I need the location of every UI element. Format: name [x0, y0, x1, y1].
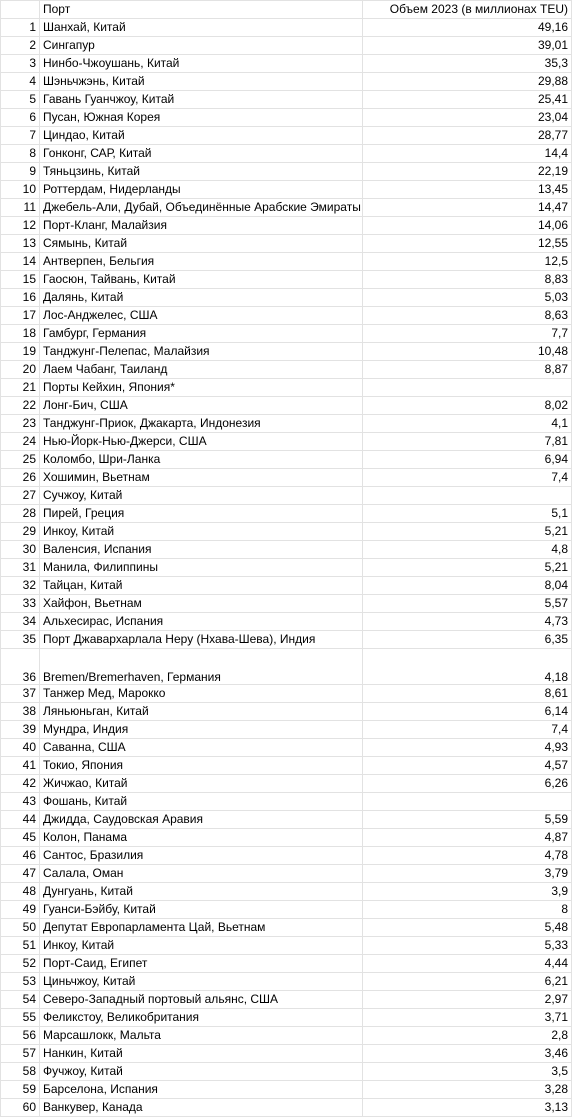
table-row: [1, 487, 572, 505]
row-number-cell[interactable]: 31: [1, 559, 40, 577]
volume-cell[interactable]: 7,81: [363, 433, 572, 451]
table-row: [1, 1099, 572, 1117]
port-name-cell[interactable]: Джебель-Али, Дубай, Объединённые Арабские Эмираты: [40, 199, 363, 217]
volume-cell[interactable]: 4,57: [363, 757, 572, 775]
row-number-cell[interactable]: 38: [1, 703, 40, 721]
volume-cell[interactable]: 28,77: [363, 127, 572, 145]
port-name-cell[interactable]: Тайцан, Китай: [40, 577, 363, 595]
port-name-cell[interactable]: Дунгуань, Китай: [40, 883, 363, 901]
table-row: [1, 19, 572, 37]
port-name-cell[interactable]: Мундра, Индия: [40, 721, 363, 739]
table-row: [1, 1045, 572, 1063]
table-row: [1, 649, 572, 685]
port-name-cell[interactable]: Антверпен, Бельгия: [40, 253, 363, 271]
volume-cell[interactable]: 5,21: [363, 523, 572, 541]
volume-cell[interactable]: 5,48: [363, 919, 572, 937]
row-number-cell[interactable]: 53: [1, 973, 40, 991]
port-name-cell[interactable]: Депутат Европарламента Цай, Вьетнам: [40, 919, 363, 937]
row-number-cell[interactable]: 25: [1, 451, 40, 469]
table-row: [1, 775, 572, 793]
row-number-cell[interactable]: 6: [1, 109, 40, 127]
row-number-cell[interactable]: 40: [1, 739, 40, 757]
volume-cell[interactable]: 4,44: [363, 955, 572, 973]
table-row: [1, 577, 572, 595]
port-name-cell[interactable]: Северо-Западный портовый альянс, США: [40, 991, 363, 1009]
table-row: [1, 379, 572, 397]
port-name-cell[interactable]: Ляньюньган, Китай: [40, 703, 363, 721]
volume-cell[interactable]: 2,97: [363, 991, 572, 1009]
table-row: [1, 505, 572, 523]
port-name-cell[interactable]: Нанкин, Китай: [40, 1045, 363, 1063]
row-number-cell[interactable]: 58: [1, 1063, 40, 1081]
table-row: [1, 1027, 572, 1045]
table-row: [1, 307, 572, 325]
volume-cell[interactable]: 5,21: [363, 559, 572, 577]
volume-cell[interactable]: 22,19: [363, 163, 572, 181]
table-row: [1, 55, 572, 73]
row-number-cell[interactable]: 33: [1, 595, 40, 613]
port-name-cell[interactable]: Bremen/Bremerhaven, Германия: [40, 649, 363, 685]
port-name-cell[interactable]: Салала, Оман: [40, 865, 363, 883]
table-row: [1, 811, 572, 829]
row-number-cell[interactable]: 1: [1, 19, 40, 37]
row-number-cell[interactable]: 7: [1, 127, 40, 145]
port-name-cell[interactable]: Манила, Филиппины: [40, 559, 363, 577]
table-row: [1, 469, 572, 487]
table-row: [1, 253, 572, 271]
volume-cell[interactable]: 8: [363, 901, 572, 919]
row-number-cell[interactable]: 18: [1, 325, 40, 343]
row-number-cell[interactable]: 50: [1, 919, 40, 937]
row-number-cell[interactable]: 36: [1, 649, 40, 685]
port-name-cell[interactable]: Коломбо, Шри-Ланка: [40, 451, 363, 469]
port-name-cell[interactable]: Сингапур: [40, 37, 363, 55]
table-row: [1, 703, 572, 721]
port-name-cell[interactable]: Фошань, Китай: [40, 793, 363, 811]
volume-cell[interactable]: 23,04: [363, 109, 572, 127]
volume-cell[interactable]: 3,46: [363, 1045, 572, 1063]
table-row: [1, 91, 572, 109]
table-row: [1, 865, 572, 883]
port-name-cell[interactable]: Лаем Чабанг, Таиланд: [40, 361, 363, 379]
port-name-cell[interactable]: Нинбо-Чжоушань, Китай: [40, 55, 363, 73]
port-name-cell[interactable]: Циньчжоу, Китай: [40, 973, 363, 991]
row-number-cell[interactable]: 35: [1, 631, 40, 649]
row-number-cell[interactable]: 9: [1, 163, 40, 181]
row-number-cell[interactable]: 55: [1, 1009, 40, 1027]
port-name-cell[interactable]: Фучжоу, Китай: [40, 1063, 363, 1081]
row-number-cell[interactable]: 37: [1, 685, 40, 703]
port-name-cell[interactable]: Колон, Панама: [40, 829, 363, 847]
port-name-cell[interactable]: Роттердам, Нидерланды: [40, 181, 363, 199]
volume-cell[interactable]: 6,26: [363, 775, 572, 793]
volume-cell[interactable]: [363, 793, 572, 811]
port-name-cell[interactable]: Шанхай, Китай: [40, 19, 363, 37]
row-number-cell[interactable]: 11: [1, 199, 40, 217]
table-row: [1, 217, 572, 235]
row-number-cell[interactable]: 57: [1, 1045, 40, 1063]
table-row: [1, 613, 572, 631]
port-name-cell[interactable]: Валенсия, Испания: [40, 541, 363, 559]
row-number-cell[interactable]: 43: [1, 793, 40, 811]
table-row: [1, 289, 572, 307]
volume-cell[interactable]: 13,45: [363, 181, 572, 199]
volume-cell[interactable]: 4,18: [363, 649, 572, 685]
port-name-cell[interactable]: Шэньчжэнь, Китай: [40, 73, 363, 91]
row-number-cell[interactable]: 44: [1, 811, 40, 829]
volume-cell[interactable]: 5,59: [363, 811, 572, 829]
volume-cell[interactable]: 3,5: [363, 1063, 572, 1081]
volume-cell[interactable]: 2,8: [363, 1027, 572, 1045]
row-number-cell[interactable]: 39: [1, 721, 40, 739]
table-row: [1, 163, 572, 181]
volume-cell[interactable]: 5,33: [363, 937, 572, 955]
table-row: [1, 145, 572, 163]
row-number-cell[interactable]: 13: [1, 235, 40, 253]
table-row: [1, 325, 572, 343]
volume-cell[interactable]: 4,73: [363, 613, 572, 631]
port-name-cell[interactable]: Гавань Гуанчжоу, Китай: [40, 91, 363, 109]
table-row: [1, 37, 572, 55]
row-number-cell[interactable]: 3: [1, 55, 40, 73]
table-row: [1, 127, 572, 145]
table-row: [1, 829, 572, 847]
row-number-cell[interactable]: 49: [1, 901, 40, 919]
port-name-cell[interactable]: Гаосюн, Тайвань, Китай: [40, 271, 363, 289]
volume-cell[interactable]: 4,78: [363, 847, 572, 865]
row-number-cell[interactable]: 46: [1, 847, 40, 865]
volume-cell[interactable]: 6,21: [363, 973, 572, 991]
port-name-cell[interactable]: Порт Джавархарлала Неру (Нхава-Шева), Индия: [40, 631, 363, 649]
row-number-cell[interactable]: 45: [1, 829, 40, 847]
volume-cell[interactable]: 4,93: [363, 739, 572, 757]
table-row: [1, 919, 572, 937]
table-row: [1, 793, 572, 811]
row-number-cell[interactable]: 56: [1, 1027, 40, 1045]
port-name-cell[interactable]: Тяньцзинь, Китай: [40, 163, 363, 181]
volume-cell[interactable]: 6,35: [363, 631, 572, 649]
row-number-cell[interactable]: 41: [1, 757, 40, 775]
header-volume-cell[interactable]: Объем 2023 (в миллионах TEU): [363, 1, 572, 19]
port-name-cell[interactable]: Ванкувер, Канада: [40, 1099, 363, 1117]
table-row: [1, 685, 572, 703]
volume-cell[interactable]: 3,28: [363, 1081, 572, 1099]
volume-cell[interactable]: [363, 487, 572, 505]
port-name-cell[interactable]: Далянь, Китай: [40, 289, 363, 307]
table-row: [1, 631, 572, 649]
port-name-cell[interactable]: Нью-Йорк-Нью-Джерси, США: [40, 433, 363, 451]
row-number-cell[interactable]: 51: [1, 937, 40, 955]
volume-cell[interactable]: 14,4: [363, 145, 572, 163]
volume-cell[interactable]: 4,87: [363, 829, 572, 847]
row-number-cell[interactable]: 5: [1, 91, 40, 109]
volume-cell[interactable]: 5,57: [363, 595, 572, 613]
port-name-cell[interactable]: Гонконг, САР, Китай: [40, 145, 363, 163]
volume-cell[interactable]: 6,94: [363, 451, 572, 469]
table-row: [1, 955, 572, 973]
volume-cell[interactable]: 14,47: [363, 199, 572, 217]
row-number-cell[interactable]: 2: [1, 37, 40, 55]
volume-cell[interactable]: 8,83: [363, 271, 572, 289]
port-name-cell[interactable]: Пирей, Греция: [40, 505, 363, 523]
table-row: [1, 541, 572, 559]
row-number-cell[interactable]: 34: [1, 613, 40, 631]
port-name-cell[interactable]: Токио, Япония: [40, 757, 363, 775]
volume-cell[interactable]: 3,79: [363, 865, 572, 883]
volume-cell[interactable]: 4,8: [363, 541, 572, 559]
row-number-cell[interactable]: 12: [1, 217, 40, 235]
volume-cell[interactable]: 7,7: [363, 325, 572, 343]
port-name-cell[interactable]: Танжер Мед, Марокко: [40, 685, 363, 703]
table-body: [1, 19, 572, 1117]
row-number-cell[interactable]: 54: [1, 991, 40, 1009]
row-number-cell[interactable]: 16: [1, 289, 40, 307]
volume-cell[interactable]: 8,63: [363, 307, 572, 325]
header-row: [1, 1, 572, 19]
volume-cell[interactable]: 12,55: [363, 235, 572, 253]
table-row: [1, 73, 572, 91]
port-name-cell[interactable]: Танджунг-Пелепас, Малайзия: [40, 343, 363, 361]
port-name-cell[interactable]: Феликстоу, Великобритания: [40, 1009, 363, 1027]
port-name-cell[interactable]: Барселона, Испания: [40, 1081, 363, 1099]
row-number-cell[interactable]: 47: [1, 865, 40, 883]
table-row: [1, 991, 572, 1009]
table-row: [1, 1009, 572, 1027]
row-number-cell[interactable]: 8: [1, 145, 40, 163]
row-number-cell[interactable]: 28: [1, 505, 40, 523]
row-number-cell[interactable]: 29: [1, 523, 40, 541]
port-name-cell[interactable]: Циндао, Китай: [40, 127, 363, 145]
table-row: [1, 235, 572, 253]
row-number-cell[interactable]: 42: [1, 775, 40, 793]
table-row: [1, 361, 572, 379]
row-number-cell[interactable]: 48: [1, 883, 40, 901]
volume-cell[interactable]: 5,1: [363, 505, 572, 523]
port-name-cell[interactable]: Хайфон, Вьетнам: [40, 595, 363, 613]
table-row: [1, 451, 572, 469]
volume-cell[interactable]: 7,4: [363, 721, 572, 739]
volume-cell[interactable]: 8,61: [363, 685, 572, 703]
volume-cell[interactable]: 3,71: [363, 1009, 572, 1027]
volume-cell[interactable]: 39,01: [363, 37, 572, 55]
port-name-cell[interactable]: Порт-Саид, Египет: [40, 955, 363, 973]
table-row: [1, 433, 572, 451]
port-name-cell[interactable]: Сямынь, Китай: [40, 235, 363, 253]
table-row: [1, 721, 572, 739]
row-number-cell[interactable]: 4: [1, 73, 40, 91]
port-name-cell[interactable]: Танджунг-Приок, Джакарта, Индонезия: [40, 415, 363, 433]
row-number-cell[interactable]: 59: [1, 1081, 40, 1099]
row-number-cell[interactable]: 30: [1, 541, 40, 559]
volume-cell[interactable]: [363, 379, 572, 397]
row-number-cell[interactable]: 27: [1, 487, 40, 505]
table-row: [1, 1081, 572, 1099]
row-number-cell[interactable]: 32: [1, 577, 40, 595]
volume-cell[interactable]: 25,41: [363, 91, 572, 109]
table-row: [1, 901, 572, 919]
table-row: [1, 271, 572, 289]
port-name-cell[interactable]: Хошимин, Вьетнам: [40, 469, 363, 487]
table-row: [1, 199, 572, 217]
row-number-cell[interactable]: 60: [1, 1099, 40, 1117]
port-name-cell[interactable]: Джидда, Саудовская Аравия: [40, 811, 363, 829]
port-name-cell[interactable]: Инкоу, Китай: [40, 937, 363, 955]
row-number-cell[interactable]: 15: [1, 271, 40, 289]
table-row: [1, 847, 572, 865]
row-number-cell[interactable]: 26: [1, 469, 40, 487]
volume-cell[interactable]: 7,4: [363, 469, 572, 487]
table-row: [1, 559, 572, 577]
row-number-cell[interactable]: 19: [1, 343, 40, 361]
table-row: [1, 415, 572, 433]
port-name-cell[interactable]: Лонг-Бич, США: [40, 397, 363, 415]
volume-cell[interactable]: 5,03: [363, 289, 572, 307]
header-num-cell[interactable]: [1, 1, 40, 19]
table-row: [1, 739, 572, 757]
volume-cell[interactable]: 29,88: [363, 73, 572, 91]
port-name-cell[interactable]: Марсашлокк, Мальта: [40, 1027, 363, 1045]
volume-cell[interactable]: 6,14: [363, 703, 572, 721]
volume-cell[interactable]: 3,13: [363, 1099, 572, 1117]
port-name-cell[interactable]: Саванна, США: [40, 739, 363, 757]
volume-cell[interactable]: 14,06: [363, 217, 572, 235]
table-row: [1, 883, 572, 901]
row-number-cell[interactable]: 20: [1, 361, 40, 379]
row-number-cell[interactable]: 22: [1, 397, 40, 415]
table-row: [1, 595, 572, 613]
port-name-cell[interactable]: Сантос, Бразилия: [40, 847, 363, 865]
volume-cell[interactable]: 49,16: [363, 19, 572, 37]
table-row: [1, 937, 572, 955]
row-number-cell[interactable]: 23: [1, 415, 40, 433]
volume-cell[interactable]: 12,5: [363, 253, 572, 271]
volume-cell[interactable]: 3,9: [363, 883, 572, 901]
port-name-cell[interactable]: Альхесирас, Испания: [40, 613, 363, 631]
port-name-cell[interactable]: Гуанси-Бэйбу, Китай: [40, 901, 363, 919]
table-row: [1, 343, 572, 361]
volume-cell[interactable]: 10,48: [363, 343, 572, 361]
port-name-cell[interactable]: Порты Кейхин, Япония*: [40, 379, 363, 397]
volume-cell[interactable]: 4,1: [363, 415, 572, 433]
table-row: [1, 109, 572, 127]
port-name-cell[interactable]: Гамбург, Германия: [40, 325, 363, 343]
port-name-cell[interactable]: Пусан, Южная Корея: [40, 109, 363, 127]
port-name-cell[interactable]: Лос-Анджелес, США: [40, 307, 363, 325]
header-port-cell[interactable]: Порт: [40, 1, 363, 19]
table-row: [1, 757, 572, 775]
volume-cell[interactable]: 8,87: [363, 361, 572, 379]
port-name-cell[interactable]: Порт-Кланг, Малайзия: [40, 217, 363, 235]
port-name-cell[interactable]: Инкоу, Китай: [40, 523, 363, 541]
row-number-cell[interactable]: 52: [1, 955, 40, 973]
port-name-cell[interactable]: Жичжао, Китай: [40, 775, 363, 793]
row-number-cell[interactable]: 14: [1, 253, 40, 271]
row-number-cell[interactable]: 10: [1, 181, 40, 199]
port-name-cell[interactable]: Сучжоу, Китай: [40, 487, 363, 505]
row-number-cell[interactable]: 21: [1, 379, 40, 397]
table-row: [1, 397, 572, 415]
table-row: [1, 973, 572, 991]
row-number-cell[interactable]: 17: [1, 307, 40, 325]
volume-cell[interactable]: 8,02: [363, 397, 572, 415]
table-row: [1, 523, 572, 541]
table-row: [1, 1063, 572, 1081]
volume-cell[interactable]: 8,04: [363, 577, 572, 595]
table-row: [1, 181, 572, 199]
row-number-cell[interactable]: 24: [1, 433, 40, 451]
volume-cell[interactable]: 35,3: [363, 55, 572, 73]
